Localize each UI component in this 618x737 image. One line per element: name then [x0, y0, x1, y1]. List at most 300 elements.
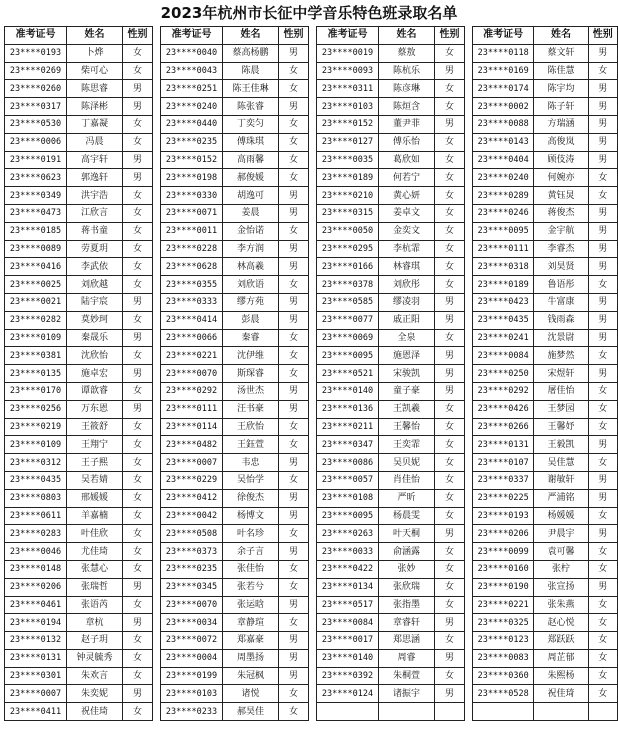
gender-cell: 女	[123, 703, 153, 721]
exam-id-cell: 23****0414	[161, 311, 223, 329]
gender-header: 性别	[279, 27, 309, 45]
gender-cell: 男	[435, 62, 465, 80]
exam-id-cell: 23****0426	[473, 400, 534, 418]
student-name-cell: 陈佳慧	[534, 62, 588, 80]
table-row	[317, 276, 465, 294]
exam-id-cell: 23****0189	[317, 169, 379, 187]
gender-cell: 女	[435, 80, 465, 98]
id-header: 准考证号	[317, 27, 379, 45]
gender-cell: 女	[435, 329, 465, 347]
table-row	[161, 507, 309, 525]
exam-id-cell: 23****0002	[473, 98, 534, 116]
gender-cell: 男	[588, 578, 617, 596]
table-row	[5, 507, 153, 525]
table-row	[317, 596, 465, 614]
gender-cell: 女	[435, 454, 465, 472]
student-name-cell: 陈子轩	[534, 98, 588, 116]
student-name-cell: 高雨馨	[223, 151, 279, 169]
student-name-cell: 童子豪	[379, 382, 435, 400]
table-row	[473, 347, 618, 365]
student-name-cell: 全泉	[379, 329, 435, 347]
table-row	[5, 44, 153, 62]
gender-cell: 男	[588, 222, 617, 240]
exam-id-cell: 23****0071	[161, 204, 223, 222]
gender-cell: 男	[123, 685, 153, 703]
student-name-cell: 秦睿	[223, 329, 279, 347]
table-row	[5, 293, 153, 311]
gender-cell: 女	[279, 578, 309, 596]
student-name-cell: 陈泽彬	[67, 98, 123, 116]
table-row	[161, 667, 309, 685]
exam-id-cell: 23****0435	[5, 471, 67, 489]
student-name-cell: 谭歆睿	[67, 382, 123, 400]
student-name-cell: 王毅凯	[534, 436, 588, 454]
exam-id-cell: 23****0240	[473, 169, 534, 187]
table-row	[473, 80, 618, 98]
student-name-cell: 蔡高杨鹏	[223, 44, 279, 62]
table-row	[317, 44, 465, 62]
exam-id-cell: 23****0017	[317, 632, 379, 650]
exam-id-cell: 23****0330	[161, 187, 223, 205]
table-row	[5, 276, 153, 294]
exam-id-cell: 23****0084	[473, 347, 534, 365]
student-name-cell: 牛富康	[534, 293, 588, 311]
gender-cell: 男	[279, 596, 309, 614]
gender-cell: 女	[123, 418, 153, 436]
student-name-cell: 屠佳怡	[534, 382, 588, 400]
student-name-cell: 汪书豪	[223, 400, 279, 418]
roster-table-1	[4, 26, 153, 721]
student-name-cell: 王梦园	[534, 400, 588, 418]
exam-id-cell: 23****0211	[317, 418, 379, 436]
student-name-cell: 林高羲	[223, 258, 279, 276]
student-name-cell: 杨媛媛	[534, 507, 588, 525]
table-row	[317, 614, 465, 632]
table-row	[5, 151, 153, 169]
table-row	[5, 471, 153, 489]
gender-header: 性别	[588, 27, 617, 45]
exam-id-cell: 23****0435	[473, 311, 534, 329]
gender-cell: 女	[279, 365, 309, 383]
exam-id-cell: 23****0123	[473, 632, 534, 650]
exam-id-cell: 23****0283	[5, 525, 67, 543]
student-name-cell: 汤世杰	[223, 382, 279, 400]
gender-cell: 男	[123, 614, 153, 632]
table-row	[473, 454, 618, 472]
exam-id-cell: 23****0084	[317, 614, 379, 632]
student-name-cell	[379, 703, 435, 721]
student-name-cell: 施卓宏	[67, 365, 123, 383]
exam-id-cell: 23****0325	[473, 614, 534, 632]
student-name-cell: 王翔宁	[67, 436, 123, 454]
table-row	[473, 614, 618, 632]
gender-cell: 男	[123, 80, 153, 98]
exam-id-cell: 23****0292	[161, 382, 223, 400]
exam-id-cell: 23****0035	[317, 151, 379, 169]
table-row	[5, 632, 153, 650]
gender-cell: 男	[588, 525, 617, 543]
exam-id-cell: 23****0193	[5, 44, 67, 62]
exam-id-cell: 23****0225	[473, 489, 534, 507]
gender-cell: 女	[588, 347, 617, 365]
student-name-cell: 莫妙珂	[67, 311, 123, 329]
gender-cell: 女	[123, 560, 153, 578]
exam-id-cell: 23****0221	[161, 347, 223, 365]
student-name-cell: 斯琛睿	[223, 365, 279, 383]
exam-id-cell: 23****0381	[5, 347, 67, 365]
table-row	[473, 222, 618, 240]
student-name-cell: 高俊岚	[534, 133, 588, 151]
table-row	[161, 276, 309, 294]
student-name-cell: 郑思涵	[379, 632, 435, 650]
table-row	[161, 222, 309, 240]
gender-cell: 男	[435, 614, 465, 632]
table-row	[473, 596, 618, 614]
gender-cell: 女	[435, 578, 465, 596]
student-name-cell: 邢媛媛	[67, 489, 123, 507]
exam-id-cell: 23****0318	[473, 258, 534, 276]
gender-cell: 女	[435, 240, 465, 258]
exam-id-cell: 23****0623	[5, 169, 67, 187]
header-row	[161, 27, 309, 45]
exam-id-cell: 23****0250	[473, 365, 534, 383]
exam-id-cell: 23****0040	[161, 44, 223, 62]
table-row	[317, 329, 465, 347]
exam-id-cell: 23****0440	[161, 115, 223, 133]
table-row	[473, 311, 618, 329]
gender-cell: 女	[588, 649, 617, 667]
header-row	[473, 27, 618, 45]
gender-cell: 男	[435, 685, 465, 703]
table-row	[161, 44, 309, 62]
student-name-cell: 施梦然	[534, 347, 588, 365]
table-row	[161, 632, 309, 650]
student-name-cell: 徐俊杰	[223, 489, 279, 507]
student-name-cell: 缪方苑	[223, 293, 279, 311]
student-name-cell: 陈张睿	[223, 98, 279, 116]
table-row	[473, 98, 618, 116]
gender-cell: 男	[279, 489, 309, 507]
gender-cell: 女	[588, 596, 617, 614]
student-name-cell: 张朱燕	[534, 596, 588, 614]
gender-cell: 女	[123, 276, 153, 294]
exam-id-cell: 23****0206	[5, 578, 67, 596]
student-name-cell: 张指墨	[379, 596, 435, 614]
table-row	[317, 649, 465, 667]
gender-cell: 女	[279, 560, 309, 578]
student-name-cell: 劳夏玥	[67, 240, 123, 258]
table-row	[473, 62, 618, 80]
student-name-cell: 宋煜轩	[534, 365, 588, 383]
exam-id-cell: 23****0349	[5, 187, 67, 205]
exam-id-cell: 23****0046	[5, 543, 67, 561]
gender-cell: 男	[279, 293, 309, 311]
table-row	[317, 347, 465, 365]
gender-cell: 男	[435, 311, 465, 329]
student-name-cell: 胡逸可	[223, 187, 279, 205]
exam-id-cell: 23****0206	[473, 525, 534, 543]
exam-id-cell: 23****0423	[473, 293, 534, 311]
gender-cell: 女	[588, 667, 617, 685]
table-row	[473, 276, 618, 294]
table-row	[5, 115, 153, 133]
exam-id-cell: 23****0114	[161, 418, 223, 436]
gender-cell: 女	[435, 187, 465, 205]
student-name-cell: 余子言	[223, 543, 279, 561]
gender-cell: 女	[435, 276, 465, 294]
exam-id-cell: 23****0109	[5, 329, 67, 347]
table-row	[5, 311, 153, 329]
table-row	[317, 578, 465, 596]
exam-id-cell: 23****0103	[161, 685, 223, 703]
table-row	[5, 667, 153, 685]
gender-cell: 女	[435, 471, 465, 489]
exam-id-cell: 23****0140	[317, 382, 379, 400]
table-row	[317, 382, 465, 400]
exam-id-cell: 23****0241	[473, 329, 534, 347]
student-name-cell: 黄心妍	[379, 187, 435, 205]
exam-id-cell	[473, 703, 534, 721]
student-name-cell: 彭晨	[223, 311, 279, 329]
gender-cell: 男	[588, 258, 617, 276]
gender-cell: 女	[279, 80, 309, 98]
exam-id-cell: 23****0422	[317, 560, 379, 578]
student-name-cell: 张瑞哲	[67, 578, 123, 596]
exam-id-cell: 23****0256	[5, 400, 67, 418]
gender-cell: 女	[588, 632, 617, 650]
gender-cell: 女	[435, 133, 465, 151]
table-row	[161, 62, 309, 80]
student-name-cell: 王鈺萱	[223, 436, 279, 454]
gender-cell: 男	[435, 525, 465, 543]
gender-cell: 女	[123, 632, 153, 650]
student-name-cell: 朱桐萱	[379, 667, 435, 685]
exam-id-cell: 23****0317	[5, 98, 67, 116]
student-name-cell: 祝佳琦	[534, 685, 588, 703]
exam-id-cell: 23****0131	[5, 649, 67, 667]
gender-cell: 男	[279, 382, 309, 400]
exam-id-cell: 23****0251	[161, 80, 223, 98]
student-name-cell: 傅珠琪	[223, 133, 279, 151]
exam-id-cell: 23****0185	[5, 222, 67, 240]
exam-id-cell: 23****0235	[161, 133, 223, 151]
student-name-cell: 葛欣如	[379, 151, 435, 169]
student-name-cell: 肖佳怡	[379, 471, 435, 489]
table-row	[161, 578, 309, 596]
table-row	[473, 703, 618, 721]
gender-cell: 女	[588, 543, 617, 561]
table-row	[317, 507, 465, 525]
gender-header: 性别	[435, 27, 465, 45]
student-name-cell: 陈烜含	[379, 98, 435, 116]
table-row	[317, 258, 465, 276]
exam-id-cell: 23****0089	[5, 240, 67, 258]
student-name-cell: 郝昊佳	[223, 703, 279, 721]
student-name-cell: 丁奕匀	[223, 115, 279, 133]
student-name-cell: 羊嘉楠	[67, 507, 123, 525]
table-row	[161, 436, 309, 454]
exam-id-cell: 23****0292	[473, 382, 534, 400]
student-name-cell: 王馨怡	[379, 418, 435, 436]
student-name-cell: 朱奕妮	[67, 685, 123, 703]
student-name-cell: 周睿	[379, 649, 435, 667]
table-row	[317, 667, 465, 685]
exam-id-cell: 23****0333	[161, 293, 223, 311]
student-name-cell: 钟灵毓秀	[67, 649, 123, 667]
gender-cell: 女	[123, 222, 153, 240]
student-name-cell: 黄钰炅	[534, 187, 588, 205]
gender-cell: 女	[588, 454, 617, 472]
table-row	[5, 454, 153, 472]
gender-cell: 男	[588, 98, 617, 116]
exam-id-cell: 23****0174	[473, 80, 534, 98]
gender-cell: 女	[435, 632, 465, 650]
student-name-cell: 袁可馨	[534, 543, 588, 561]
student-name-cell: 吴贝妮	[379, 454, 435, 472]
table-row	[5, 685, 153, 703]
table-row	[5, 258, 153, 276]
table-row	[5, 347, 153, 365]
exam-id-cell: 23****0021	[5, 293, 67, 311]
exam-id-cell: 23****0070	[161, 365, 223, 383]
exam-id-cell: 23****0107	[473, 454, 534, 472]
student-name-cell: 朱冠枫	[223, 667, 279, 685]
gender-cell: 男	[588, 365, 617, 383]
student-name-cell: 宋骏凯	[379, 365, 435, 383]
table-row	[473, 169, 618, 187]
name-header: 姓名	[67, 27, 123, 45]
student-name-cell: 钱雨森	[534, 311, 588, 329]
table-row	[161, 365, 309, 383]
gender-cell: 男	[279, 258, 309, 276]
table-row	[5, 400, 153, 418]
exam-id-cell: 23****0803	[5, 489, 67, 507]
gender-cell	[588, 703, 617, 721]
student-name-cell: 郭逸轩	[67, 169, 123, 187]
table-row	[5, 418, 153, 436]
gender-cell: 男	[435, 293, 465, 311]
gender-cell: 女	[588, 62, 617, 80]
table-row	[161, 204, 309, 222]
exam-id-cell: 23****0004	[161, 649, 223, 667]
student-name-cell: 章睿轩	[379, 614, 435, 632]
student-name-cell: 郝俊媛	[223, 169, 279, 187]
exam-id-cell: 23****0530	[5, 115, 67, 133]
exam-id-cell: 23****0221	[473, 596, 534, 614]
table-row	[161, 560, 309, 578]
gender-cell: 男	[435, 382, 465, 400]
exam-id-cell: 23****0042	[161, 507, 223, 525]
gender-cell: 女	[123, 454, 153, 472]
exam-id-cell: 23****0111	[473, 240, 534, 258]
gender-cell: 女	[588, 169, 617, 187]
table-row	[161, 80, 309, 98]
table-row	[473, 365, 618, 383]
gender-cell: 女	[588, 418, 617, 436]
gender-cell: 女	[279, 151, 309, 169]
table-row	[473, 489, 618, 507]
table-row	[473, 543, 618, 561]
roster-table-2	[160, 26, 309, 721]
table-row	[5, 240, 153, 258]
exam-id-cell: 23****0411	[5, 703, 67, 721]
exam-id-cell: 23****0134	[317, 578, 379, 596]
exam-id-cell: 23****0585	[317, 293, 379, 311]
student-name-cell: 施恩泽	[379, 347, 435, 365]
exam-id-cell: 23****0482	[161, 436, 223, 454]
student-name-cell: 韦忠	[223, 454, 279, 472]
exam-id-cell: 23****0007	[5, 685, 67, 703]
table-row	[473, 204, 618, 222]
gender-cell: 女	[123, 471, 153, 489]
student-name-cell: 高宇轩	[67, 151, 123, 169]
gender-cell: 男	[588, 133, 617, 151]
student-name-cell: 章静瑄	[223, 614, 279, 632]
exam-id-cell: 23****0240	[161, 98, 223, 116]
exam-id-cell: 23****0289	[473, 187, 534, 205]
exam-id-cell: 23****0360	[473, 667, 534, 685]
exam-id-cell: 23****0160	[473, 560, 534, 578]
student-name-cell: 蔡敖	[379, 44, 435, 62]
student-name-cell: 叶佳欣	[67, 525, 123, 543]
exam-id-cell: 23****0152	[161, 151, 223, 169]
gender-cell: 女	[435, 98, 465, 116]
student-name-cell: 傅乐怡	[379, 133, 435, 151]
exam-id-cell: 23****0019	[317, 44, 379, 62]
student-name-cell: 李方润	[223, 240, 279, 258]
student-name-cell: 杨博文	[223, 507, 279, 525]
exam-id-cell: 23****0103	[317, 98, 379, 116]
exam-id-cell: 23****0193	[473, 507, 534, 525]
gender-cell: 女	[123, 596, 153, 614]
student-name-cell: 朱熙杨	[534, 667, 588, 685]
gender-cell: 女	[588, 614, 617, 632]
gender-cell: 女	[279, 329, 309, 347]
student-name-cell: 何若宁	[379, 169, 435, 187]
exam-id-cell: 23****0517	[317, 596, 379, 614]
gender-cell: 女	[279, 62, 309, 80]
student-name-cell: 严浦铭	[534, 489, 588, 507]
student-name-cell: 李杭霏	[379, 240, 435, 258]
gender-cell: 男	[123, 400, 153, 418]
student-name-cell: 张妙	[379, 560, 435, 578]
gender-cell: 男	[279, 667, 309, 685]
gender-cell: 女	[123, 62, 153, 80]
table-row	[317, 471, 465, 489]
table-row	[317, 685, 465, 703]
table-row	[161, 418, 309, 436]
gender-cell: 女	[279, 276, 309, 294]
student-name-cell: 刘欣彤	[379, 276, 435, 294]
table-row	[5, 365, 153, 383]
table-row	[473, 133, 618, 151]
exam-id-cell: 23****0199	[161, 667, 223, 685]
exam-id-cell: 23****0628	[161, 258, 223, 276]
gender-cell: 女	[588, 507, 617, 525]
gender-cell: 女	[435, 204, 465, 222]
exam-id-cell: 23****0266	[473, 418, 534, 436]
gender-cell: 男	[588, 311, 617, 329]
exam-id-cell: 23****0198	[161, 169, 223, 187]
student-name-cell: 张柠	[534, 560, 588, 578]
table-row	[161, 454, 309, 472]
student-name-cell: 刘昊贤	[534, 258, 588, 276]
student-name-cell: 郑嘉豪	[223, 632, 279, 650]
exam-id-cell: 23****0169	[473, 62, 534, 80]
student-name-cell: 叶名珍	[223, 525, 279, 543]
table-row	[317, 703, 465, 721]
exam-id-cell: 23****0143	[473, 133, 534, 151]
